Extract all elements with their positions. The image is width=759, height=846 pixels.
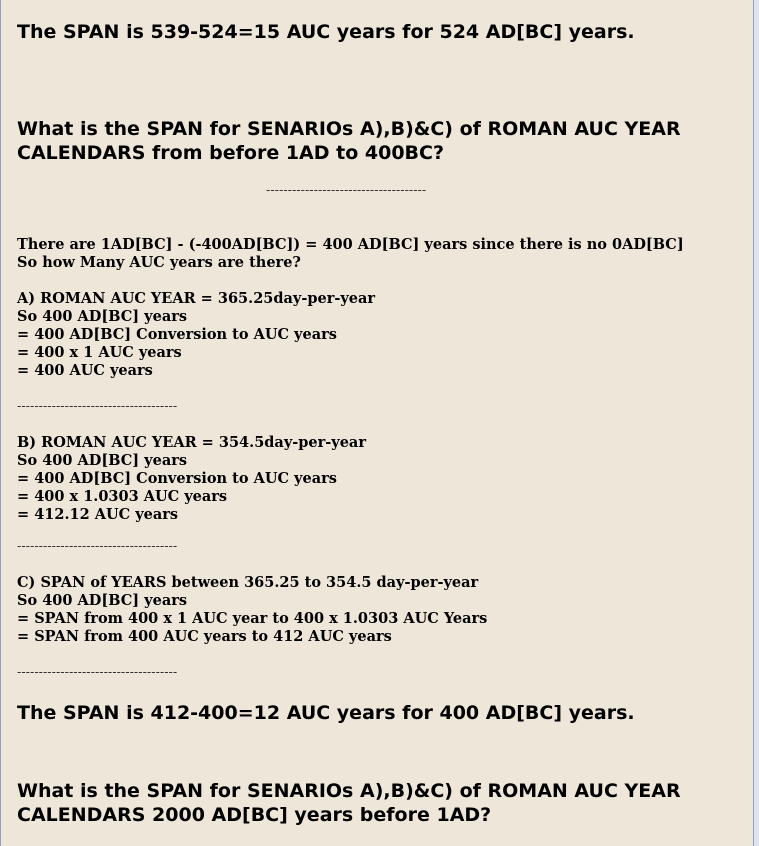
separator-after-b: ------------------------------------- [17, 539, 178, 553]
question-heading-line-1: What is the SPAN for SENARIOs A),B)&C) of ROMAN AUC YEAR [17, 118, 681, 140]
scenario-c-line-3: = SPAN from 400 x 1 AUC year to 400 x 1.0303 AUC Years [17, 610, 488, 627]
centered-separator: ------------------------------------- [266, 183, 427, 197]
window-edge [754, 0, 759, 846]
question-heading-line-2: CALENDARS from before 1AD to 400BC? [17, 142, 444, 164]
separator-after-a: ------------------------------------- [17, 399, 178, 413]
scenario-a-line-4: = 400 x 1 AUC years [17, 344, 182, 361]
scenario-b-line-2: So 400 AD[BC] years [17, 452, 188, 469]
scenario-c-line-2: So 400 AD[BC] years [17, 592, 188, 609]
scenario-b-line-1: B) ROMAN AUC YEAR = 354.5day-per-year [17, 434, 366, 451]
scenario-c-line-4: = SPAN from 400 AUC years to 412 AUC years [17, 628, 392, 645]
scenario-a-line-1: A) ROMAN AUC YEAR = 365.25day-per-year [17, 290, 376, 307]
intro-line-2: So how Many AUC years are there? [17, 254, 301, 271]
span-result-heading-400: The SPAN is 412-400=12 AUC years for 400 AD[BC] years. [17, 702, 635, 724]
span-result-heading-524: The SPAN is 539-524=15 AUC years for 524 AD[BC] years. [17, 21, 635, 43]
intro-line-1: There are 1AD[BC] - (-400AD[BC]) = 400 AD[BC] years since there is no 0AD[BC] [17, 236, 684, 253]
scenario-a-line-2: So 400 AD[BC] years [17, 308, 188, 325]
scenario-c-line-1: C) SPAN of YEARS between 365.25 to 354.5 day-per-year [17, 574, 479, 591]
question-2000-line-1: What is the SPAN for SENARIOs A),B)&C) of ROMAN AUC YEAR [17, 780, 681, 802]
separator-after-c: ------------------------------------- [17, 665, 178, 679]
question-2000-line-2: CALENDARS 2000 AD[BC] years before 1AD? [17, 804, 492, 826]
scenario-b-line-4: = 400 x 1.0303 AUC years [17, 488, 228, 505]
scenario-b-line-5: = 412.12 AUC years [17, 506, 179, 523]
scenario-a-line-3: = 400 AD[BC] Conversion to AUC years [17, 326, 337, 343]
scenario-a-line-5: = 400 AUC years [17, 362, 153, 379]
scenario-b-line-3: = 400 AD[BC] Conversion to AUC years [17, 470, 337, 487]
